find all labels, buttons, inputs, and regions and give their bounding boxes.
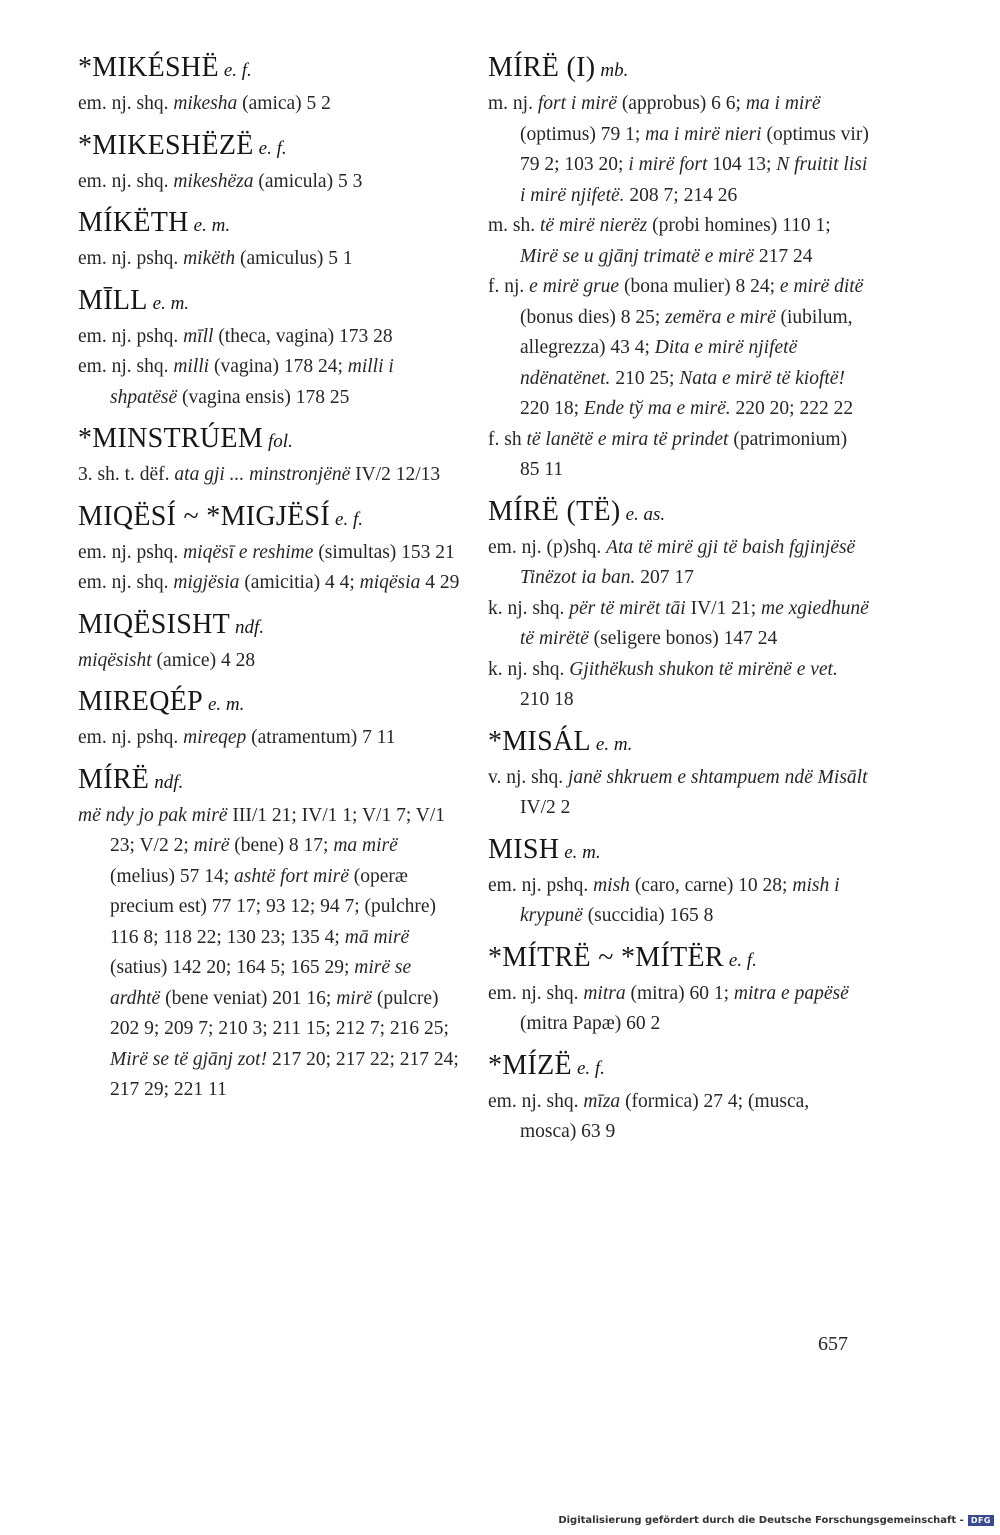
sense-text: (bona mulier) 8 24;	[619, 276, 780, 297]
sense-text: em. nj. pshq.	[78, 248, 184, 269]
grammar-label: e. m.	[595, 733, 633, 755]
sense-text: (amica) 5 2	[237, 93, 331, 114]
citation-italic: Ende tў ma e mirë.	[583, 398, 731, 419]
dictionary-entry	[488, 1048, 870, 1148]
citation-italic: Mirë se u gjānj trimatë e mirë	[520, 245, 754, 267]
citation-italic: fort i mirë	[537, 93, 617, 114]
entry-sense	[488, 979, 870, 1040]
sense-text: IV/2 12/13	[350, 464, 441, 485]
sense-text: (theca, vagina) 173 28	[213, 325, 393, 347]
sense-text: (formica) 27 4; (musca, mosca) 63 9	[520, 1090, 810, 1142]
entry-headword	[78, 205, 460, 244]
sense-text: (vagina) 178 24;	[209, 356, 348, 377]
sense-text: (optimus vir) 79 2; 103 20;	[520, 123, 869, 175]
citation-italic: i mirë fort	[628, 154, 708, 175]
sense-text: em. nj. shq.	[78, 356, 174, 377]
dictionary-entry	[488, 50, 870, 486]
citation-italic: milli	[173, 356, 210, 377]
sense-text: (amice) 4 28	[151, 649, 256, 671]
headword-text: MÍRË (TË)	[488, 495, 621, 527]
sense-text: (simultas) 153 21	[313, 541, 455, 563]
citation-italic: miqësisht	[78, 649, 152, 671]
citation-italic: ashtë fort mirë	[234, 865, 349, 887]
sense-text: (pulcre) 202 9; 209 7; 210 3; 211 15; 212 7; 216 25;	[110, 987, 449, 1039]
headword-text: MĪLL	[78, 284, 148, 316]
sense-text: (seligere bonos) 147 24	[588, 628, 778, 649]
entry-headword	[488, 832, 870, 871]
sense-text: em. nj. pshq.	[78, 727, 184, 748]
citation-italic: N fruitit lisi i mirë njifetë.	[520, 154, 868, 206]
entry-sense	[78, 568, 460, 599]
headword-text: MISH	[488, 833, 560, 865]
sense-text: 220 18;	[520, 398, 584, 419]
grammar-label: ndf.	[154, 771, 184, 793]
sense-text: (caro, carne) 10 28;	[629, 874, 793, 896]
left-column	[78, 50, 460, 1114]
headword-text: MÍRË (I)	[488, 52, 596, 83]
citation-italic: mikeshëza	[173, 170, 254, 192]
headword-text: MIQËSISHT	[78, 608, 231, 640]
dictionary-entry	[78, 205, 460, 275]
sense-text: (atramentum) 7 11	[246, 727, 396, 748]
sense-text: m. sh.	[488, 215, 541, 236]
citation-italic: Mirë se të gjānj zot!	[110, 1048, 268, 1070]
citation-italic: më ndy jo pak mirë	[78, 804, 228, 826]
sense-text: 220 20; 222 22	[730, 398, 854, 419]
citation-italic: ma i mirë	[745, 93, 821, 114]
headword-text: MIQËSÍ ~ *MIGJËSÍ	[78, 500, 331, 532]
citation-italic: e mirë grue	[529, 276, 620, 297]
grammar-label: e. m.	[208, 694, 245, 715]
dictionary-entry	[78, 283, 460, 414]
citation-italic: Nata e mirë të kioftë!	[679, 367, 845, 389]
sense-text: em. nj. shq.	[488, 982, 584, 1004]
dictionary-entry	[78, 128, 460, 198]
entry-headword	[78, 762, 460, 801]
entry-headword	[488, 494, 870, 533]
entry-sense	[78, 723, 460, 754]
sense-text: (amicitia) 4 4;	[239, 572, 360, 593]
citation-italic: Dita e mirë njifetë ndënatënet.	[520, 337, 798, 389]
sense-text: em. nj. shq.	[78, 572, 174, 593]
entry-headword	[78, 283, 460, 322]
entry-sense	[488, 594, 870, 655]
sense-text: 217 24	[753, 245, 813, 267]
entry-sense	[488, 89, 870, 211]
headword-text: *MINSTRÚEM	[78, 423, 264, 454]
sense-text: IV/1 21;	[685, 597, 762, 619]
headword-text: *MIKESHËZË	[78, 129, 254, 161]
sense-text: (optimus) 79 1;	[520, 123, 646, 145]
entry-sense	[78, 460, 460, 491]
sense-text: em. nj. (p)shq.	[488, 536, 607, 558]
citation-italic: të lanëtë e mira të prindet	[526, 428, 729, 450]
entry-headword	[78, 607, 460, 646]
sense-text: (satius) 142 20; 164 5; 165 29;	[110, 957, 355, 978]
citation-italic: ma i mirë nieri	[645, 123, 762, 145]
sense-text: IV/2 2	[520, 797, 571, 818]
sense-text: (melius) 57 14;	[110, 865, 235, 887]
dictionary-entry	[488, 940, 870, 1040]
sense-text: (bene veniat) 201 16;	[160, 987, 337, 1009]
entry-sense	[488, 425, 870, 486]
citation-italic: mikesha	[173, 93, 238, 114]
footer-credit	[558, 1515, 994, 1526]
sense-text: em. nj. shq.	[78, 93, 174, 114]
sense-text: v. nj. shq.	[488, 766, 568, 788]
citation-italic: për të mirët tāi	[569, 597, 686, 619]
citation-italic: me xgiedhunë të mirëtë	[520, 597, 869, 649]
sense-text: (patrimonium) 85 11	[520, 428, 848, 480]
entry-sense	[78, 167, 460, 198]
sense-text: (probi homines) 110 1;	[647, 215, 831, 236]
sense-text: em. nj. pshq.	[78, 325, 184, 347]
dictionary-entry	[78, 762, 460, 1106]
sense-text: (bonus dies) 8 25;	[520, 306, 666, 328]
citation-italic: zemëra e mirë	[665, 306, 776, 328]
citation-italic: mirë	[193, 835, 230, 856]
entry-headword	[488, 940, 870, 979]
entry-headword	[78, 50, 460, 89]
sense-text: em. nj. pshq.	[78, 541, 184, 563]
grammar-label: fol.	[268, 431, 293, 452]
grammar-label: e. m.	[193, 215, 231, 236]
grammar-label: e. f.	[258, 137, 287, 159]
entry-sense	[78, 646, 460, 677]
sense-text: (amicula) 5 3	[253, 170, 363, 192]
sense-text: 210 18	[520, 689, 574, 710]
grammar-label: e. as.	[625, 503, 666, 525]
sense-text: (vagina ensis) 178 25	[177, 386, 350, 408]
citation-italic: Gjithëkush shukon të mirënë e vet.	[569, 658, 838, 680]
citation-italic: mirë	[336, 987, 372, 1009]
dictionary-entry	[78, 421, 460, 491]
sense-text: (approbus) 6 6;	[616, 93, 746, 114]
citation-italic: migjësia	[173, 572, 240, 593]
sense-text: 4 29	[420, 572, 460, 593]
sense-text: 3. sh. t. dëf.	[78, 464, 175, 485]
sense-text: (mitra Papæ) 60 2	[520, 1013, 661, 1034]
citation-italic: mireqep	[183, 727, 247, 748]
entry-sense	[488, 533, 870, 594]
sense-text: (amiculus) 5 1	[235, 248, 353, 269]
entry-headword	[78, 421, 460, 460]
page-number: 657	[818, 1333, 848, 1355]
citation-italic: mitra e papësë	[733, 982, 849, 1004]
citation-italic: mā mirë	[344, 926, 410, 948]
grammar-label: e. f.	[728, 949, 757, 971]
headword-text: MÍRË	[78, 763, 150, 795]
footer-text: Digitalisierung gefördert durch die Deutsche Forschungsgemeinschaft -	[558, 1515, 964, 1526]
citation-italic: ma mirë	[333, 835, 398, 856]
entry-sense	[78, 801, 460, 1106]
sense-text: (succidia) 165 8	[582, 905, 714, 926]
dictionary-entry	[488, 724, 870, 824]
sense-text: (bene) 8 17;	[229, 835, 334, 856]
grammar-label: e. m.	[564, 841, 601, 863]
entry-headword	[78, 499, 460, 538]
grammar-label: e. f.	[335, 508, 363, 530]
dictionary-entry	[78, 607, 460, 677]
sense-text: f. nj.	[488, 276, 530, 297]
sense-text: 207 17	[635, 567, 694, 588]
entry-headword	[488, 724, 870, 763]
sense-text: k. nj. shq.	[488, 658, 570, 680]
dictionary-entry	[78, 50, 460, 120]
entry-headword	[488, 1048, 870, 1087]
grammar-label: mb.	[600, 60, 629, 81]
sense-text: 217 20; 217 22; 217 24; 217 29; 221 11	[110, 1048, 459, 1100]
sense-text: em. nj. shq.	[488, 1090, 584, 1112]
headword-text: *MISÁL	[488, 725, 591, 757]
citation-italic: mish i krypunë	[520, 874, 840, 926]
dictionary-entry	[488, 494, 870, 716]
sense-text: 208 7; 214 26	[624, 184, 738, 206]
headword-text: *MÍTRË ~ *MÍTËR	[488, 941, 724, 973]
entry-headword	[78, 128, 460, 167]
entry-sense	[78, 352, 460, 413]
entry-headword	[78, 684, 460, 723]
citation-italic: Ata të mirë gji të baish fgjinjësë Tinëzot ia ban.	[520, 536, 856, 588]
sense-text: 210 25;	[610, 367, 680, 389]
sense-text: f. sh	[488, 428, 527, 450]
headword-text: *MÍZË	[488, 1049, 572, 1081]
headword-text: MIREQÉP	[78, 686, 203, 717]
entry-sense	[78, 322, 460, 353]
citation-italic: janë shkruem e shtampuem ndë Misālt	[568, 766, 868, 788]
citation-italic: miqësia	[359, 572, 421, 593]
entry-sense	[488, 272, 870, 425]
entry-sense	[78, 89, 460, 120]
entry-headword	[488, 50, 870, 89]
entry-sense	[78, 244, 460, 275]
citation-italic: mitra	[583, 982, 626, 1004]
sense-text: III/1 21; IV/1 1; V/1 7; V/1 23; V/2 2;	[110, 804, 446, 856]
dictionary-entry	[78, 499, 460, 599]
headword-text: *MIKÉSHË	[78, 52, 219, 83]
entry-sense	[78, 538, 460, 569]
right-column	[488, 50, 870, 1156]
grammar-label: e. m.	[152, 292, 190, 314]
grammar-label: e. f.	[576, 1057, 605, 1079]
sense-text: (iubilum, allegrezza) 43 4;	[520, 306, 853, 358]
dfg-logo: DFG	[968, 1515, 994, 1526]
citation-italic: mīza	[583, 1090, 621, 1112]
citation-italic: ata gji ... minstronjënë	[174, 464, 351, 485]
sense-text: (mitra) 60 1;	[625, 982, 734, 1004]
entry-sense	[488, 1087, 870, 1148]
sense-text: m. nj.	[488, 93, 538, 114]
citation-italic: milli i shpatësë	[110, 356, 394, 408]
sense-text: 104 13;	[707, 154, 777, 175]
citation-italic: mīll	[183, 325, 214, 347]
citation-italic: mirë se ardhtë	[110, 957, 412, 1009]
entry-sense	[488, 211, 870, 272]
citation-italic: mish	[593, 874, 630, 896]
sense-text: em. nj. pshq.	[488, 874, 594, 896]
sense-text: (operæ precium est) 77 17; 93 12; 94 7; (pulchre) 116 8; 118 22; 130 23; 135 4;	[110, 865, 437, 948]
grammar-label: ndf.	[235, 616, 265, 638]
citation-italic: të mirë nierëz	[540, 215, 648, 236]
entry-sense	[488, 655, 870, 716]
sense-text: k. nj. shq.	[488, 597, 570, 619]
headword-text: MÍKËTH	[78, 207, 189, 238]
dictionary-entry	[78, 684, 460, 754]
citation-italic: miqësī e reshime	[183, 541, 314, 563]
grammar-label: e. f.	[223, 60, 252, 81]
entry-sense	[488, 763, 870, 824]
citation-italic: mikëth	[183, 248, 236, 269]
dictionary-entry	[488, 832, 870, 932]
sense-text: em. nj. shq.	[78, 170, 174, 192]
citation-italic: e mirë ditë	[779, 276, 864, 297]
entry-sense	[488, 871, 870, 932]
